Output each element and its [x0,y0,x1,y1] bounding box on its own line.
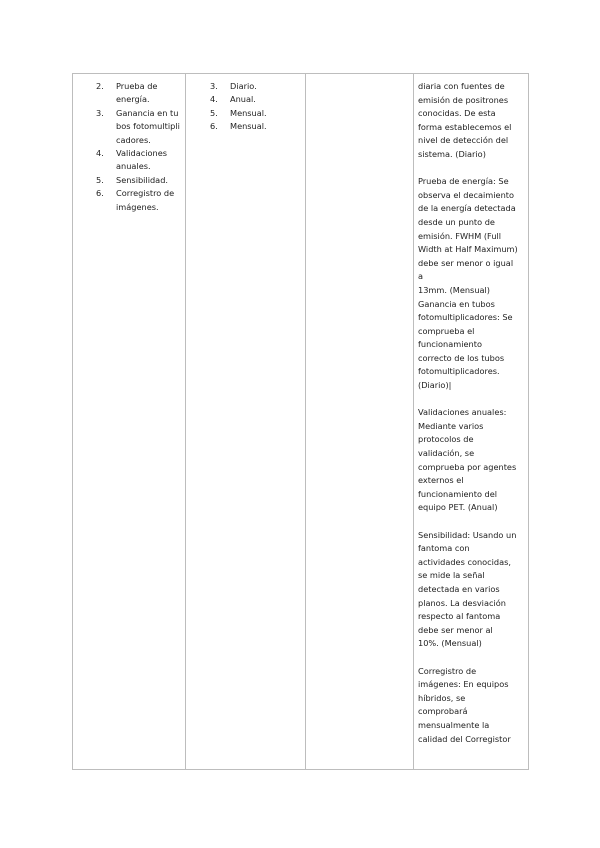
description-line: se mide la señal [418,570,485,581]
list-item: 4. Anual. [210,94,256,105]
list-item: 5. Mensual. [210,107,267,118]
description-line: conocidas. De esta [418,108,496,119]
description-line: Width at Half Maximum) [418,244,518,255]
description-column [414,74,528,769]
description-line: 13mm. (Mensual) [418,284,491,295]
description-line: 10%. (Mensual) [418,638,482,649]
description-line: Ganancia en tubos [418,298,495,309]
description-line: Corregistro de [418,665,477,676]
description-line: Sensibilidad: Usando un [418,529,517,540]
description-paragraph [418,406,524,515]
description-line: calidad del Corregistor [418,733,511,744]
description-line: nivel de detección del [418,135,509,146]
description-line: híbridos, se [418,692,466,703]
description-line: fotomultiplicadores. [418,366,500,377]
description-line: forma establecemos el [418,121,512,132]
description-line: (Diario)| [418,380,452,391]
description-line: Validaciones anuales: [418,407,507,418]
description-line: protocolos de [418,434,474,445]
description-line: equipo PET. (Anual) [418,502,498,513]
description-line: observa el decaimiento [418,189,514,200]
description-line: sistema. (Diario) [418,148,486,159]
description-line: funcionamiento del [418,488,498,499]
description-line: a [418,271,424,282]
description-notes [418,80,524,760]
document-table [72,73,529,770]
empty-column [306,74,414,769]
description-line: emisión de positrones [418,94,509,105]
description-line: validación, se [418,448,475,459]
description-line: fantoma con [418,543,470,554]
list-item: 2. Prueba de energía. [96,81,158,105]
frequency-list-column [186,74,306,769]
description-line: detectada en varios [418,583,500,594]
list-item: 3. Ganancia en tubos fotomultiplicadores. [96,107,180,145]
description-line: actividades conocidas, [418,556,512,567]
frequency-list [210,80,300,134]
description-line: comprobará [418,706,468,717]
description-line: correcto de los tubos [418,352,505,363]
description-line: Prueba de energía: Se [418,176,509,187]
description-line: desde un punto de [418,216,495,227]
description-line: de la energía detectada [418,203,516,214]
description-line: funcionamiento [418,339,482,350]
list-item: 4. Validaciones anuales. [96,148,168,172]
list-item: 5. Sensibilidad. [96,174,168,185]
description-paragraph [418,529,524,651]
description-paragraph [418,665,524,747]
description-line: diaria con fuentes de [418,81,505,91]
list-item: 3. Diario. [210,81,257,91]
test-list [96,80,181,214]
description-line: comprueba el [418,325,475,336]
list-item: 6. Mensual. [210,121,267,132]
test-list-column [73,74,186,769]
description-line: comprueba por agentes [418,461,517,472]
list-item: 6. Corregistro de imágenes. [96,188,175,212]
description-line: externos el [418,475,464,486]
description-line: respecto al fantoma [418,611,501,622]
description-line: mensualmente la [418,719,490,730]
description-paragraph [418,80,524,162]
description-line: Mediante varios [418,420,484,431]
description-paragraph [418,175,524,393]
description-line: planos. La desviación [418,597,506,608]
description-line: emisión. FWHM (Full [418,230,502,241]
description-line: debe ser menor o igual [418,257,514,268]
description-line: fotomultiplicadores: Se [418,312,513,323]
description-line: imágenes: En equipos [418,679,509,690]
description-line: debe ser menor al [418,624,493,635]
